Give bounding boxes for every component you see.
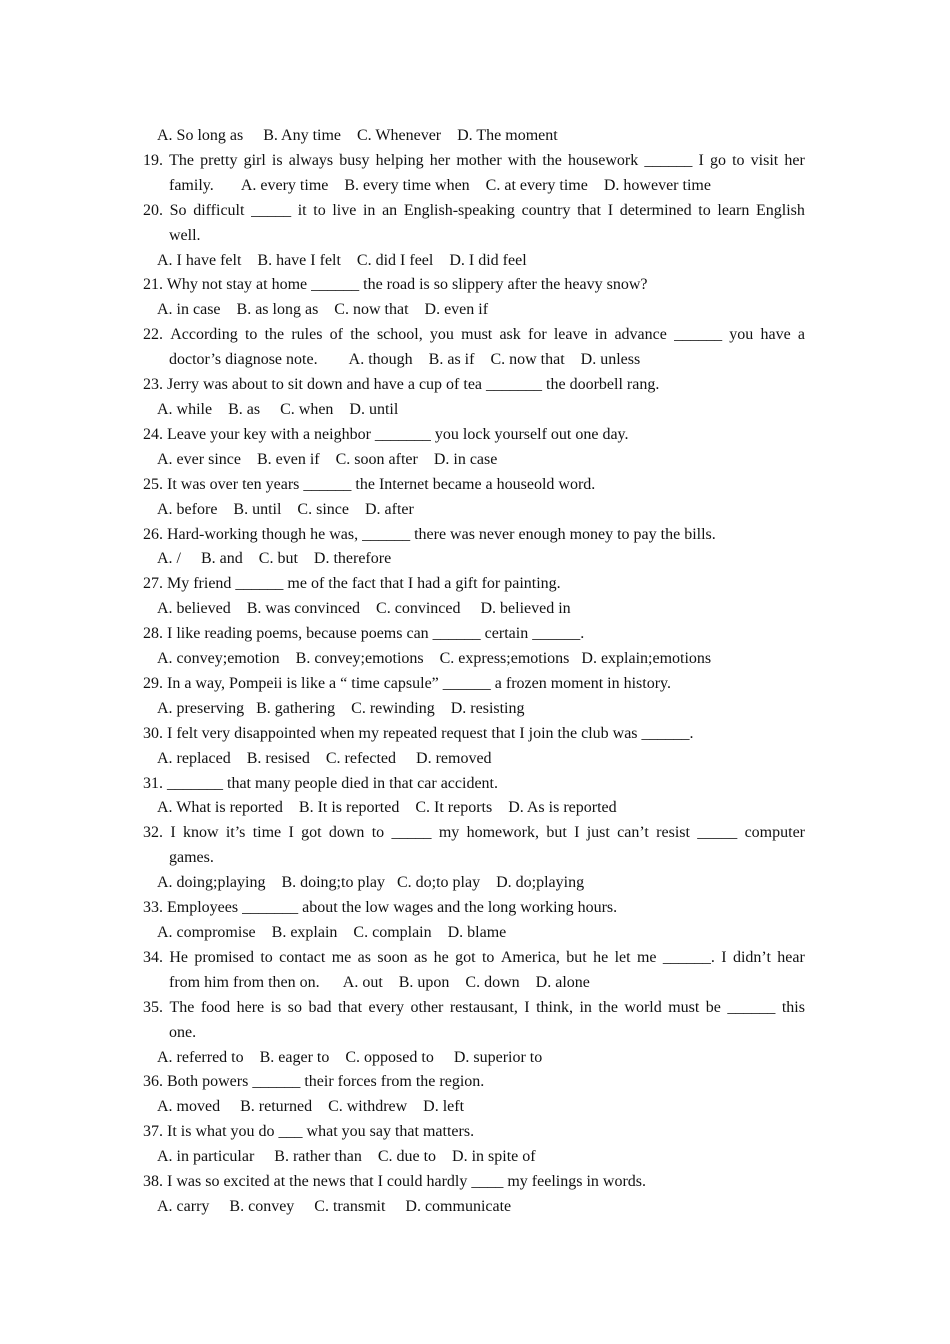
answer-options: A. What is reported B. It is reported C. It reports D. As is reported bbox=[157, 799, 617, 817]
question-word: advance bbox=[614, 326, 667, 344]
question-word: didn’t bbox=[732, 948, 771, 966]
question-word: be bbox=[705, 998, 721, 1016]
question-word: her bbox=[784, 151, 805, 169]
question-word: have bbox=[760, 326, 791, 344]
question-continuation: one. bbox=[169, 1023, 197, 1041]
question-word: restausant, bbox=[449, 998, 518, 1016]
question-word: difficult bbox=[193, 201, 245, 219]
question-line: 29. In a way, Pompeii is like a “ time capsule” ______ a frozen moment in history. bbox=[143, 674, 672, 692]
question-word: in bbox=[594, 326, 608, 344]
question-continuation: family. A. every time B. every time when C. at every time D. however time bbox=[169, 176, 711, 194]
question-word: is bbox=[270, 998, 282, 1016]
question-word: _____ bbox=[251, 201, 292, 219]
question-word: is bbox=[271, 151, 283, 169]
question-word: you bbox=[729, 326, 754, 344]
question-word: ______ bbox=[674, 326, 723, 344]
answer-options: A. while B. as C. when D. until bbox=[157, 400, 399, 418]
question-word: America, bbox=[500, 948, 560, 966]
question-word: I bbox=[288, 824, 294, 842]
question-word: in bbox=[362, 201, 376, 219]
question-word: bad bbox=[308, 998, 332, 1016]
answer-options: A. / B. and C. but D. therefore bbox=[157, 550, 392, 568]
question-word: every bbox=[368, 998, 405, 1016]
question-word: world bbox=[624, 998, 662, 1016]
question-word: it bbox=[297, 201, 307, 219]
question-word: to bbox=[481, 948, 495, 966]
question-word: ______. bbox=[662, 948, 715, 966]
answer-options: A. in particular B. rather than C. due to D. in spite of bbox=[157, 1148, 536, 1166]
question-word: pretty bbox=[200, 151, 238, 169]
question-word: ask bbox=[499, 326, 521, 344]
question-word: my bbox=[438, 824, 460, 842]
question-word: mother bbox=[456, 151, 502, 169]
question-word: The bbox=[169, 998, 195, 1016]
question-word: me bbox=[636, 948, 657, 966]
question-word: a bbox=[797, 326, 805, 344]
question-word: her bbox=[429, 151, 451, 169]
question-word: country bbox=[521, 201, 571, 219]
question-continuation: from him from then on. A. out B. upon C. down D. alone bbox=[169, 973, 590, 991]
question-word: school, bbox=[376, 326, 423, 344]
question-word: that bbox=[338, 998, 363, 1016]
question-line: 23. Jerry was about to sit down and have a cup of tea _______ the doorbell rang. bbox=[143, 376, 660, 394]
question-word: I bbox=[524, 998, 530, 1016]
question-word: _____ bbox=[391, 824, 432, 842]
question-word: soon bbox=[377, 948, 408, 966]
question-line bbox=[0, 199, 805, 224]
question-continuation: games. bbox=[169, 849, 214, 867]
question-word: live bbox=[332, 201, 357, 219]
question-word: as bbox=[357, 948, 371, 966]
question-word: go bbox=[709, 151, 726, 169]
answer-options: A. in case B. as long as C. now that D. even if bbox=[157, 301, 489, 319]
question-word: the bbox=[542, 151, 562, 169]
question-word: got bbox=[301, 824, 322, 842]
question-word: but bbox=[546, 824, 567, 842]
question-word: as bbox=[413, 948, 428, 966]
question-line bbox=[0, 149, 805, 174]
question-line bbox=[0, 323, 805, 348]
answer-options: A. moved B. returned C. withdrew D. left bbox=[157, 1098, 465, 1116]
question-word: learn bbox=[717, 201, 750, 219]
answer-options: A. carry B. convey C. transmit D. communicate bbox=[157, 1197, 512, 1215]
question-word: must bbox=[668, 998, 700, 1016]
question-word: promised bbox=[194, 948, 254, 966]
question-word: English-speaking bbox=[403, 201, 515, 219]
question-word: English bbox=[756, 201, 805, 219]
question-word: to bbox=[260, 948, 273, 966]
question-word: here bbox=[236, 998, 265, 1016]
question-word: that bbox=[577, 201, 602, 219]
question-word: He bbox=[169, 948, 189, 966]
question-word: me bbox=[331, 948, 352, 966]
question-line: 33. Employees _______ about the low wages and the long working hours. bbox=[143, 899, 618, 917]
question-line: 36. Both powers ______ their forces from the region. bbox=[143, 1073, 485, 1091]
exam-page bbox=[0, 124, 950, 1220]
answer-options: A. preserving B. gathering C. rewinding D. resisting bbox=[157, 699, 525, 717]
question-word: know bbox=[182, 824, 219, 842]
answer-options: A. believed B. was convinced C. convinced D. believed in bbox=[157, 600, 571, 618]
question-word: the bbox=[264, 326, 285, 344]
question-word: must bbox=[461, 326, 493, 344]
question-line: 30. I felt very disappointed when my repeated request that I join the club was ______. bbox=[143, 724, 694, 742]
question-word: I bbox=[721, 948, 727, 966]
question-word: visit bbox=[750, 151, 779, 169]
question-word: According bbox=[170, 326, 238, 344]
question-word: housework bbox=[568, 151, 639, 169]
question-line: 31. _______ that many people died in that car accident. bbox=[143, 774, 498, 792]
question-word: to bbox=[244, 326, 258, 344]
question-word: to bbox=[371, 824, 385, 842]
question-word: 32. bbox=[143, 824, 163, 842]
question-word: the bbox=[350, 326, 370, 344]
question-line bbox=[0, 946, 805, 971]
question-line: 37. It is what you do ___ what you say that matters. bbox=[143, 1123, 475, 1141]
question-word: leave bbox=[553, 326, 588, 344]
question-word: got bbox=[455, 948, 476, 966]
question-word: down bbox=[328, 824, 365, 842]
question-word: an bbox=[382, 201, 398, 219]
question-line bbox=[0, 821, 805, 846]
question-word: of bbox=[329, 326, 343, 344]
question-word: 35. bbox=[143, 998, 163, 1016]
question-line: 26. Hard-working though he was, ______ there was never enough money to pay the bills. bbox=[143, 525, 716, 543]
question-word: helping bbox=[375, 151, 424, 169]
question-word: with bbox=[507, 151, 537, 169]
question-continuation: well. bbox=[169, 226, 201, 244]
question-word: rules bbox=[291, 326, 323, 344]
question-word: contact bbox=[279, 948, 326, 966]
question-word: you bbox=[429, 326, 454, 344]
question-word: I bbox=[698, 151, 704, 169]
question-word: busy bbox=[339, 151, 370, 169]
question-word: to bbox=[698, 201, 711, 219]
question-word: girl bbox=[243, 151, 266, 169]
answer-options: A. ever since B. even if C. soon after D. in case bbox=[157, 450, 498, 468]
answer-options: A. replaced B. resised C. refected D. removed bbox=[157, 749, 492, 767]
question-word: So bbox=[169, 201, 187, 219]
question-word: _____ bbox=[697, 824, 738, 842]
question-word: just bbox=[586, 824, 610, 842]
question-word: I bbox=[607, 201, 614, 219]
question-word: food bbox=[200, 998, 231, 1016]
question-word: time bbox=[252, 824, 282, 842]
question-word: let bbox=[614, 948, 631, 966]
answer-options: A. I have felt B. have I felt C. did I feel D. I did feel bbox=[157, 251, 527, 269]
question-line: 38. I was so excited at the news that I could hardly ____ my feelings in words. bbox=[143, 1173, 646, 1191]
question-line: 28. I like reading poems, because poems can ______ certain ______. bbox=[143, 625, 585, 643]
question-word: he bbox=[433, 948, 449, 966]
question-word: ______ bbox=[644, 151, 693, 169]
question-continuation: doctor’s diagnose note. A. though B. as if C. now that D. unless bbox=[169, 351, 641, 369]
question-word: hear bbox=[777, 948, 805, 966]
question-word: for bbox=[527, 326, 547, 344]
answer-options: A. before B. until C. since D. after bbox=[157, 500, 414, 518]
question-line: 21. Why not stay at home ______ the road is so slippery after the heavy snow? bbox=[143, 276, 648, 294]
question-word: the bbox=[598, 998, 618, 1016]
question-word: other bbox=[410, 998, 444, 1016]
question-word: computer bbox=[744, 824, 805, 842]
question-line: 24. Leave your key with a neighbor _______ you lock yourself out one day. bbox=[143, 425, 629, 443]
question-word: in bbox=[579, 998, 592, 1016]
answer-options: A. doing;playing B. doing;to play C. do;to play D. do;playing bbox=[157, 874, 585, 892]
question-word: 19. bbox=[143, 151, 163, 169]
question-line: 25. It was over ten years ______ the Internet became a houseold word. bbox=[143, 475, 596, 493]
question-word: determined bbox=[619, 201, 692, 219]
answer-options: A. referred to B. eager to C. opposed to D. superior to bbox=[157, 1048, 543, 1066]
question-word: I bbox=[170, 824, 176, 842]
answer-options: A. convey;emotion B. convey;emotions C. express;emotions D. explain;emotions bbox=[157, 650, 712, 668]
question-word: can’t bbox=[617, 824, 649, 842]
question-word: The bbox=[169, 151, 194, 169]
question-word: it’s bbox=[225, 824, 246, 842]
question-word: think, bbox=[536, 998, 573, 1016]
question-word: to bbox=[732, 151, 745, 169]
answer-options: A. So long as B. Any time C. Whenever D. The moment bbox=[157, 127, 558, 144]
question-word: but bbox=[566, 948, 587, 966]
question-word: always bbox=[288, 151, 334, 169]
question-word: resist bbox=[656, 824, 690, 842]
answer-options: A. compromise B. explain C. complain D. blame bbox=[157, 924, 507, 941]
question-word: he bbox=[593, 948, 609, 966]
question-word: ______ bbox=[727, 998, 776, 1016]
question-word: this bbox=[781, 998, 805, 1016]
question-word: to bbox=[313, 201, 326, 219]
question-word: 20. bbox=[143, 201, 163, 219]
question-word: 34. bbox=[143, 948, 163, 966]
question-word: I bbox=[574, 824, 580, 842]
question-word: so bbox=[287, 998, 302, 1016]
question-word: 22. bbox=[143, 326, 163, 344]
question-line: 27. My friend ______ me of the fact that I had a gift for painting. bbox=[143, 575, 561, 593]
question-word: homework, bbox=[466, 824, 540, 842]
question-line bbox=[0, 996, 805, 1021]
